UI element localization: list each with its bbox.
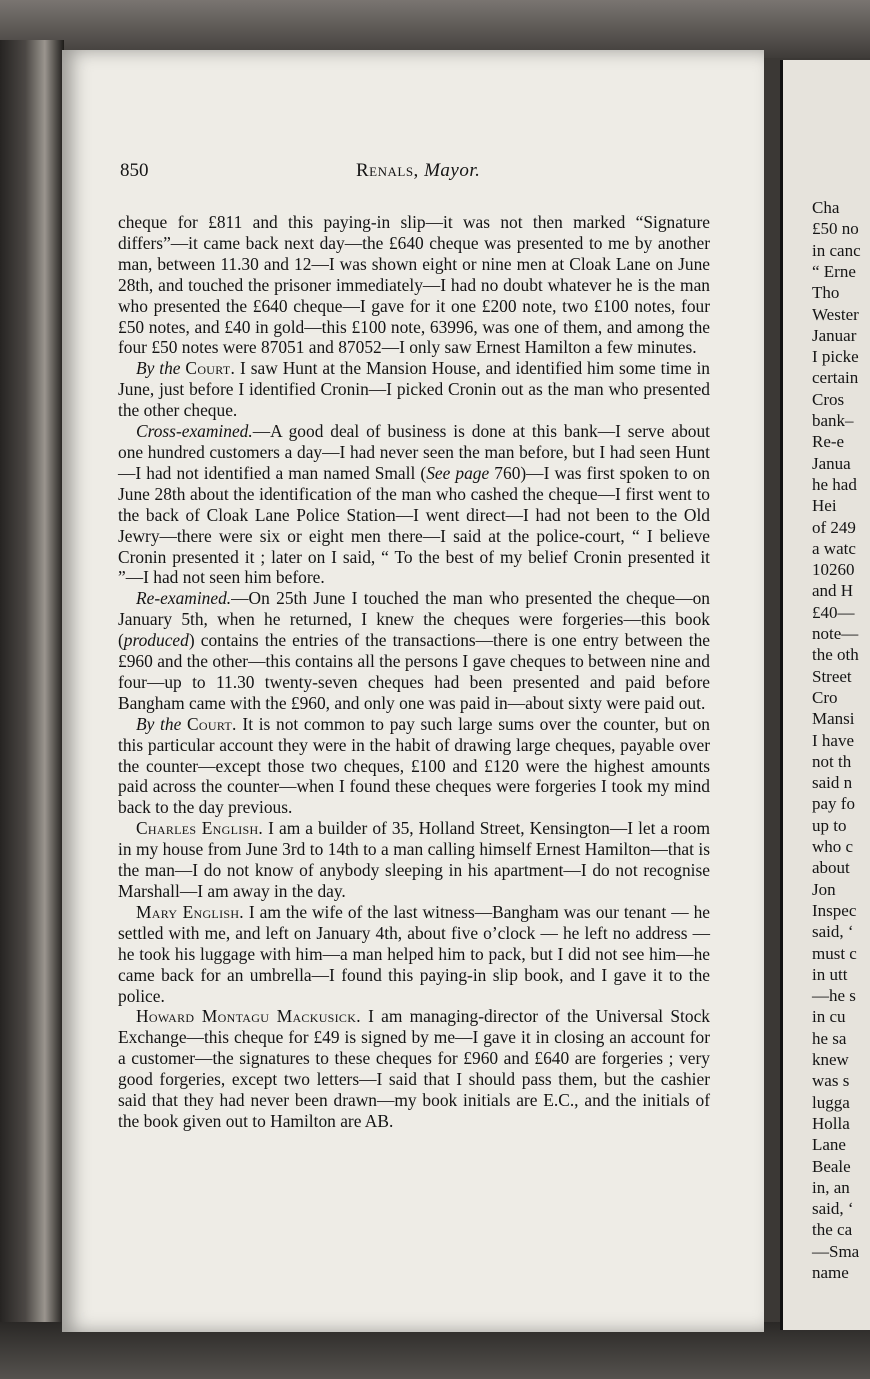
running-title-role: Mayor. [424,160,481,181]
right-page-line: he had [812,474,857,494]
right-page-line: 10260 [812,560,855,580]
right-page-line: the ca [812,1220,853,1240]
right-page-line: was s [812,1071,850,1091]
right-page-line: Re-e [812,432,845,452]
right-page-line: Mansi [812,709,855,729]
right-page-line: up to [812,815,847,835]
right-page-line: must c [812,943,857,963]
right-page-line: in, an [812,1177,850,1197]
right-page-line: —he s [812,986,856,1006]
right-page-line: and H [812,581,854,601]
right-page-line: in canc [812,240,861,260]
right-page-line: certain [812,368,859,388]
right-page-line: Hei [812,496,837,516]
paragraph-text: I saw Hunt at the Mansion House, and identified him some time in June, just before I identified Cronin—I picked Cronin out as the man who presented the other cheque. [118,358,710,421]
paragraph-text: I am managing-director of the Universal Stock Exchange—this cheque for £49 is signed by me—I gave it in closing an account for a customer—the signatures to these cheques for £960 and £640 are forgeries ; very good forgeries, except two letters—I said that I should pass them, but the cashier said that they had never been drawn—my book initials are E.C., and the initials of the book given out to Hamilton are AB. [118,1006,710,1131]
paragraph [118,1006,710,1131]
right-page-line: the oth [812,645,859,665]
right-page-line: of 249 [812,517,856,537]
right-page-line: name [812,1263,849,1282]
right-page-line: Lane [812,1135,846,1155]
right-page-line: he sa [812,1028,847,1048]
right-page-line: —Sma [812,1241,860,1261]
section-lead: Cross-examined. [136,421,253,442]
running-head [120,160,712,190]
right-page-line: Inspec [812,900,857,920]
right-page-line: I picke [812,347,859,367]
paragraph-text: 760)—I was first spoken to on June 28th about the identification of the man who cashed the cheque—I first went to the back of Cloak Lane Police Station—I went direct—I had not been to the Old Jewry—there were six or eight men there—I said at the police-court, “ I believe Cronin presented it ; later on I said, “ To the best of my belief Cronin presented it ”—I had not seen him before. [118,462,711,588]
right-page-line: £50 no [812,219,859,239]
book-spine-edge [0,40,64,1379]
paragraph-text: —A good deal of business is done at this bank—I serve about one hundred customers a day—I had never seen the man before, but I had seen Hunt—I had not identified a man named Small ( [118,421,710,483]
paragraph [118,902,710,1007]
page-body [118,212,710,1132]
right-page-line: Cros [812,389,845,409]
right-page-line: pay fo [812,794,855,814]
witness-name: Howard Montagu Mackusick. [136,1006,361,1027]
right-page-line: bank– [812,411,854,430]
paragraph [118,421,710,588]
inline-italic: See page [426,462,490,483]
right-page-line: “ Erne [812,261,856,281]
right-page-line: Beale [812,1156,851,1176]
right-page-line: lugga [812,1092,850,1112]
right-page-line: who c [812,837,854,856]
paragraph-text: It is not common to pay such large sums over the counter, but on this particular account they were in the habit of drawing large cheques, payable over the counter—except those two cheques, £100 and £120 were the highest amounts paid across the counter—when I found these cheques were forgeries I took my mind back to the day previous. [118,713,710,818]
section-lead: By the [136,358,181,379]
right-page-line: about [812,858,850,878]
paragraph: cheque for £811 and this paying-in slip—it was not then marked “Signature differs”—it came back next day—the £640 cheque was presented to me by another man, between 11.30 and 12—I was shown eight or nine men at Cloak Lane on June 28th, and touched the prisoner immediately—I had no doubt whatever he is the man who presented the £640 cheque—I gave for it one £200 note, two £100 notes, four £50 notes, and £40 in gold—this £100 note, 63996, was one of them, and among the four £50 notes were 87051 and 87052—I only saw Ernest Hamilton a few minutes. [118,212,710,358]
paragraph [118,714,710,819]
section-lead-court: Court. [185,358,236,379]
right-page-line: in cu [812,1007,846,1027]
section-lead-court: Court. [187,713,237,734]
right-page-line: Jon [812,879,836,899]
right-page-line: Tho [812,283,840,303]
right-page-line: said, ‘ [812,922,854,942]
right-page-line: Cro [812,687,838,707]
inline-italic: produced [123,630,189,651]
right-page-line: Holla [812,1113,850,1133]
witness-name: Charles English. [136,818,264,839]
right-page-line: Janua [812,453,851,473]
paragraph-text: ) contains the entries of the transactions—there is one entry between the £960 and the other—this contains all the persons I gave cheques to between nine and four—up to 11.30 twenty-seven cheques had been presented and paid before Bangham came with the £960, and only one was paid in—about sixty were paid out. [118,630,710,713]
right-page-line: said n [812,773,853,793]
right-page-line: £40— [812,602,855,622]
right-page-line: knew [812,1050,849,1069]
right-page-line: note— [812,624,859,643]
right-page-line: Wester [812,304,859,324]
running-title [356,160,480,182]
right-page-line: Street [812,666,852,686]
paragraph-text: —On 25th June I touched the man who presented the cheque—on January 5th, when he returned, I knew the cheques were forgeries—this book ( [118,588,710,651]
paragraph-text: I am the wife of the last witness—Bangham was our tenant — he settled with me, and left on January 4th, about five o’clock — he left no address — he took his luggage with him—a man helped him to pack, but I did not see him—he came back for an umbrella—I found this paying-in slip book, and I gave it to the police. [118,901,710,1006]
right-page-line: said, ‘ [812,1199,854,1219]
witness-name: Mary English. [136,901,244,922]
right-page-line: Januar [812,325,857,345]
paragraph-text: I am a builder of 35, Holland Street, Kensington—I let a room in my house from June 3rd to 14th to a man calling himself Ernest Hamilton—that is the man—I do not know of anybody sleeping in his apartment—I do not recognise Marshall—I am away in the day. [118,818,711,901]
running-title-name: Renals, [356,160,419,181]
paragraph [118,588,710,713]
right-page-line: a watc [812,538,856,558]
right-page-line: I have [812,730,855,750]
section-lead: By the [136,713,182,734]
right-page-line: not th [812,751,852,771]
right-page-line: in utt [812,964,848,984]
right-page-line: Cha [812,198,840,217]
section-lead: Re-examined. [136,588,232,609]
page-number: 850 [120,160,149,181]
paragraph [118,818,710,902]
paragraph [118,358,710,421]
